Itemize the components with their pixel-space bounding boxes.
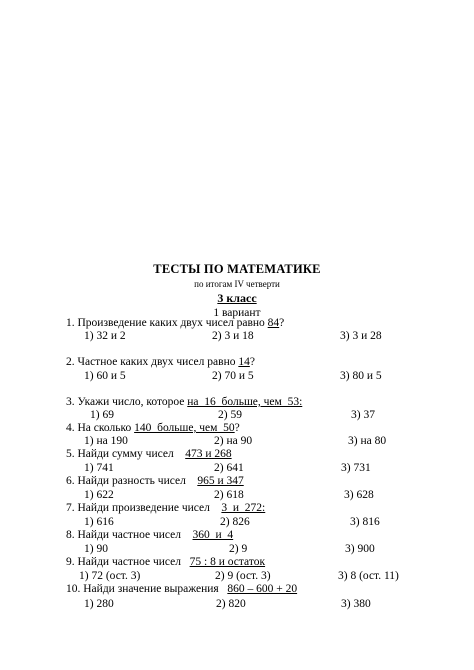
answer-2-3: 3) 80 и 5 xyxy=(340,370,382,382)
answer-9-1: 1) 72 (ост. 3) xyxy=(79,570,141,582)
answer-6-1: 1) 622 xyxy=(84,489,114,501)
answer-9-2: 2) 9 (ост. 3) xyxy=(215,570,271,582)
answer-10-1: 1) 280 xyxy=(84,598,114,610)
answer-8-1: 1) 90 xyxy=(84,543,108,555)
answer-3-1: 1) 69 xyxy=(90,409,114,421)
answer-9-3: 3) 8 (ост. 11) xyxy=(338,570,399,582)
answer-8-3: 3) 900 xyxy=(345,543,375,555)
variant-heading: 1 вариант xyxy=(213,307,261,319)
question-2: 2. Частное каких двух чисел равно 14? xyxy=(66,356,255,368)
question-6: 6. Найди разность чисел 965 и 347 xyxy=(66,475,244,487)
question-8: 8. Найди частное чисел 360 и 4 xyxy=(66,529,234,541)
answer-2-2: 2) 70 и 5 xyxy=(212,370,254,382)
question-3: 3. Укажи число, которое на 16 больше, чем 53: xyxy=(66,396,303,408)
page-subtitle: по итогам IV четверти xyxy=(194,279,280,289)
answer-8-2: 2) 9 xyxy=(229,543,248,555)
answer-10-3: 3) 380 xyxy=(341,598,371,610)
answer-10-2: 2) 820 xyxy=(216,598,246,610)
answer-4-3: 3) на 80 xyxy=(348,435,387,447)
answer-2-1: 1) 60 и 5 xyxy=(84,370,126,382)
page-title: ТЕСТЫ ПО МАТЕМАТИКЕ xyxy=(153,262,321,276)
grade-heading: 3 класс xyxy=(217,291,257,305)
answer-5-1: 1) 741 xyxy=(84,462,114,474)
question-7: 7. Найди произведение чисел 3 и 272: xyxy=(66,502,266,514)
answer-4-2: 2) на 90 xyxy=(214,435,253,447)
answer-1-3: 3) 3 и 28 xyxy=(340,330,382,342)
question-9: 9. Найди частное чисел 75 : 8 и остаток xyxy=(66,556,266,568)
answer-6-3: 3) 628 xyxy=(344,489,374,501)
answer-7-3: 3) 816 xyxy=(350,516,380,528)
answer-5-3: 3) 731 xyxy=(341,462,371,474)
answer-1-1: 1) 32 и 2 xyxy=(84,330,126,342)
question-4: 4. На сколько 140 больше, чем 50? xyxy=(66,422,240,434)
answer-4-1: 1) на 190 xyxy=(84,435,128,447)
question-5: 5. Найди сумму чисел 473 и 268 xyxy=(66,448,232,460)
answer-6-2: 2) 618 xyxy=(214,489,244,501)
answer-3-2: 2) 59 xyxy=(218,409,242,421)
answer-7-1: 1) 616 xyxy=(84,516,114,528)
question-10: 10. Найди значение выражения 860 – 600 + 20 xyxy=(66,583,298,595)
answer-1-2: 2) 3 и 18 xyxy=(212,330,254,342)
answer-3-3: 3) 37 xyxy=(351,409,375,421)
question-1: 1. Произведение каких двух чисел равно 84? xyxy=(66,317,285,329)
answer-7-2: 2) 826 xyxy=(220,516,250,528)
answer-5-2: 2) 641 xyxy=(214,462,244,474)
